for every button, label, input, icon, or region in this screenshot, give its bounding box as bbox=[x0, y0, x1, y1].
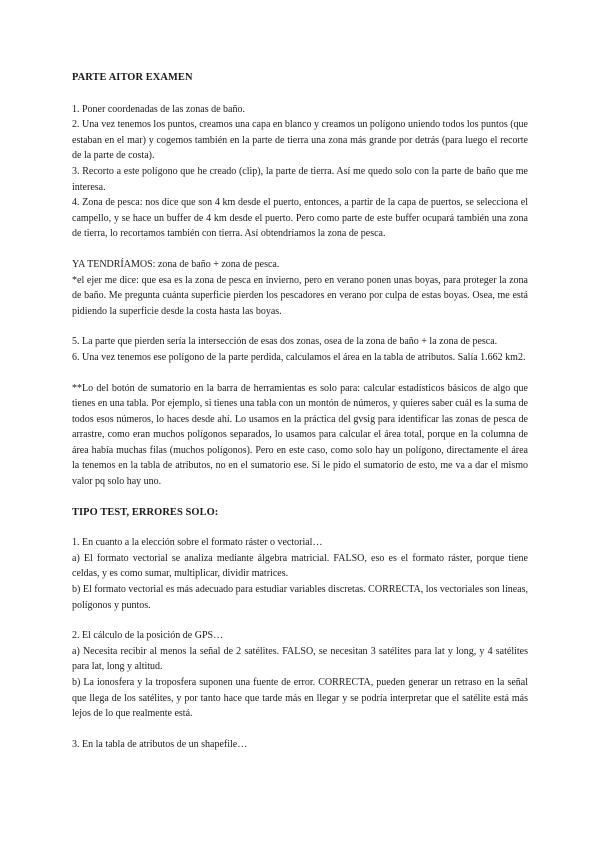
q2-answer-b: b) La ionosfera y la troposfera suponen una fuente de error. CORRECTA, pueden generar un retraso en la señal que llega de los satélites, y por tanto hace que tarde más en llegar y se podría interpretar que el satélite está más lejos de lo que realmente está. bbox=[72, 677, 528, 720]
sumatorio-note: **Lo del botón de sumatorio en la barra de herramientas es solo para: calcular estadísticos básicos de algo que tienes en una tabla. Por ejemplo, si tienes una tabla con un montón de números, y quieres saber cuál es la suma de todos esos números, lo haces desde ahí. Lo usamos en la práctica del gvsig para identificar las zonas de pesca de arrastre, como eran muchos polígonos separados, lo usamos para calcular el área total, porque en la columna de área había muchas filas (muchos polígonos). Pero en este caso, como solo hay un polígono, directamente el área la tenemos en la tabla de atributos, no en el sumatorio ese. Si le pido el sumatorio de esto, me va a dar el mismo valor pq solo hay uno. bbox=[72, 382, 528, 488]
q1-question: 1. En cuanto a la elección sobre el formato ráster o vectorial… bbox=[72, 537, 323, 549]
q2-question: 2. El cálculo de la posición de GPS… bbox=[72, 630, 224, 642]
ejer-note: *el ejer me dice: que esa es la zona de pesca en invierno, pero en verano ponen unas boyas, para proteger la zona de baño. Me pregunta cuánta superficie pierden los pescadores en verano por culpa de estas boyas. Osea, me está pidiendo la superficie desde la costa hasta las boyas. bbox=[72, 274, 528, 317]
step-1: 1. Poner coordenadas de las zonas de baño. bbox=[72, 103, 245, 115]
q1-answer-b: b) El formato vectorial es más adecuado para estudiar variables discretas. CORRECTA, los vectoriales son líneas, polígonos y puntos. bbox=[72, 584, 528, 611]
step-5: 5. La parte que pierden sería la intersección de esas dos zonas, osea de la zona de baño + la zona de pesca. bbox=[72, 336, 498, 348]
q3-question: 3. En la tabla de atributos de un shapefile… bbox=[72, 738, 248, 750]
step-6: 6. Una vez tenemos ese polígono de la parte perdida, calculamos el área en la tabla de atributos. Salía 1.662 km2. bbox=[72, 351, 526, 363]
document-page bbox=[72, 70, 528, 752]
document-title: PARTE AITOR EXAMEN bbox=[72, 72, 193, 83]
test-title: TIPO TEST, ERRORES SOLO: bbox=[72, 506, 219, 518]
step-4: 4. Zona de pesca: nos dice que son 4 km desde el puerto, entonces, a partir de la capa de puertos, se selecciona el campello, y se hace un buffer de 4 km desde el puerto. Pero como parte de este buffer ocupará también una zona de tierra, lo recortamos también con tierra. Así obtendríamos la zona de pesca. bbox=[72, 197, 528, 240]
ya-tendriamos: YA TENDRÍAMOS: zona de baño + zona de pesca. bbox=[72, 258, 280, 270]
q2-answer-a: a) Necesita recibir al menos la señal de 2 satélites. FALSO, se necesitan 3 satélites para lat y long, y 4 satélites para lat, long y altitud. bbox=[72, 645, 528, 673]
step-2: 2. Una vez tenemos los puntos, creamos una capa en blanco y creamos un polígono uniendo todos los puntos (que estaban en el mar) y cogemos también en la parte de tierra una zona más grande por detrás (para luego el recorte de la parte de costa). bbox=[72, 119, 528, 162]
step-3: 3. Recorto a este polígono que he creado (clip), la parte de tierra. Así me quedo solo con la parte de baño que me interesa. bbox=[72, 165, 528, 193]
q1-answer-a: a) El formato vectorial se analiza mediante álgebra matricial. FALSO, eso es el formato ráster, porque tiene celdas, y es como sumar, multiplicar, dividir matrices. bbox=[72, 552, 528, 580]
